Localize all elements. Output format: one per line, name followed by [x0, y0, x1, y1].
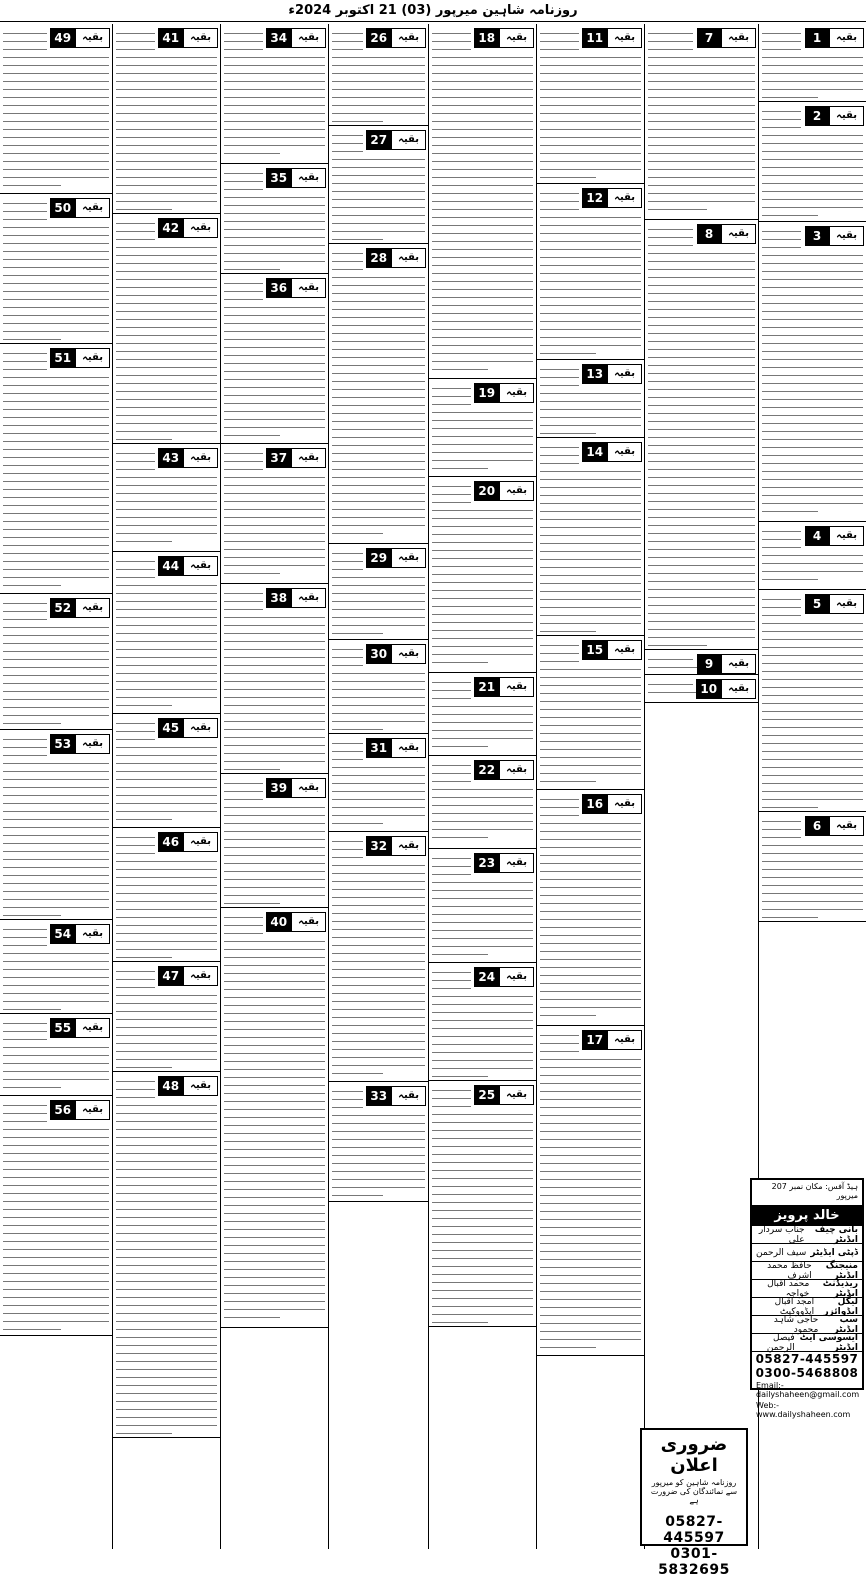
staff-phone-2: 0300-5468808 [755, 1366, 859, 1380]
news-item-text [113, 554, 220, 713]
continuation-label: بقیہ [391, 28, 426, 48]
news-item [221, 444, 328, 584]
chief-editor: خالد پرویز [752, 1206, 862, 1226]
continuation-number: 12 [582, 188, 607, 208]
continuation-label: بقیہ [829, 28, 864, 48]
news-item [329, 734, 428, 832]
continuation-tag [474, 1085, 534, 1105]
continuation-tag [805, 226, 864, 246]
news-item-text [537, 26, 644, 183]
news-column [0, 24, 112, 1549]
continuation-number: 31 [366, 738, 391, 758]
news-item-text [429, 26, 536, 378]
continuation-label: بقیہ [391, 836, 426, 856]
news-item [0, 344, 112, 594]
continuation-label: بقیہ [607, 188, 642, 208]
staff-box [750, 1178, 864, 1419]
continuation-label: بقیہ [829, 106, 864, 126]
news-item [537, 360, 644, 438]
news-item [429, 24, 536, 379]
staff-row [752, 1316, 862, 1334]
continuation-number: 16 [582, 794, 607, 814]
continuation-number: 48 [158, 1076, 183, 1096]
news-item-text [0, 26, 112, 193]
continuation-label: بقیہ [721, 224, 756, 244]
continuation-number: 29 [366, 548, 391, 568]
staff-name: محمد اقبال خواجہ [767, 1278, 810, 1299]
continuation-label: بقیہ [391, 644, 426, 664]
news-item [329, 244, 428, 544]
news-item-text [0, 1098, 112, 1335]
continuation-label: بقیہ [391, 248, 426, 268]
continuation-tag [474, 760, 534, 780]
continuation-label: بقیہ [829, 816, 864, 836]
continuation-number: 20 [474, 481, 499, 501]
continuation-label: بقیہ [607, 364, 642, 384]
staff-role: ریذیڈنٹ ایڈیٹر [822, 1278, 858, 1299]
news-item [0, 594, 112, 730]
continuation-tag [582, 188, 642, 208]
news-item [429, 756, 536, 849]
news-item-text [645, 26, 758, 219]
news-item-text [537, 1028, 644, 1355]
news-item-text [645, 222, 758, 649]
continuation-tag [158, 1076, 218, 1096]
continuation-number: 19 [474, 383, 499, 403]
continuation-number: 54 [50, 924, 75, 944]
continuation-label: بقیہ [721, 28, 756, 48]
notice-phone-2: 0301-5832695 [658, 1546, 730, 1578]
continuation-label: بقیہ [75, 1100, 110, 1120]
continuation-label: بقیہ [75, 598, 110, 618]
continuation-number: 9 [697, 654, 721, 674]
continuation-label: بقیہ [75, 348, 110, 368]
staff-role: ڈپٹی ایڈیٹر [810, 1247, 858, 1258]
continuation-tag [266, 912, 326, 932]
continuation-label: بقیہ [183, 556, 218, 576]
news-item-text [0, 346, 112, 593]
news-item-text [537, 440, 644, 635]
continuation-number: 28 [366, 248, 391, 268]
continuation-number: 37 [266, 448, 291, 468]
continuation-label: بقیہ [391, 130, 426, 150]
notice-body: روزنامہ شاہین کو میرپور سے نمائندگان کی ضرورت ہے [650, 1478, 738, 1505]
news-item-text [429, 1083, 536, 1326]
continuation-tag [474, 28, 534, 48]
news-item [113, 962, 220, 1072]
continuation-number: 11 [582, 28, 607, 48]
news-item [759, 522, 866, 590]
continuation-label: بقیہ [499, 853, 534, 873]
continuation-tag [366, 738, 426, 758]
news-item [429, 379, 536, 477]
continuation-label: بقیہ [75, 198, 110, 218]
staff-name: امجد اقبال ایڈووکیٹ [774, 1296, 815, 1317]
continuation-label: بقیہ [183, 1076, 218, 1096]
staff-role: سب ایڈیٹر [833, 1314, 858, 1335]
news-item-text [0, 196, 112, 343]
continuation-label: بقیہ [291, 588, 326, 608]
continuation-label: بقیہ [499, 677, 534, 697]
staff-row [752, 1244, 862, 1262]
continuation-number: 41 [158, 28, 183, 48]
continuation-label: بقیہ [291, 778, 326, 798]
continuation-number: 1 [805, 28, 829, 48]
continuation-label: بقیہ [499, 383, 534, 403]
continuation-number: 26 [366, 28, 391, 48]
news-item [0, 730, 112, 920]
continuation-number: 17 [582, 1030, 607, 1050]
masthead [0, 0, 866, 22]
continuation-tag [697, 654, 756, 674]
continuation-number: 23 [474, 853, 499, 873]
continuation-number: 18 [474, 28, 499, 48]
continuation-number: 15 [582, 640, 607, 660]
continuation-number: 10 [696, 679, 721, 699]
staff-role: لیگل ایڈوائزر [823, 1296, 858, 1317]
continuation-number: 6 [805, 816, 829, 836]
continuation-tag [158, 832, 218, 852]
staff-phone-1: 05827-445597 [755, 1352, 859, 1366]
continuation-number: 8 [697, 224, 721, 244]
continuation-label: بقیہ [75, 28, 110, 48]
continuation-label: بقیہ [183, 832, 218, 852]
continuation-tag [582, 442, 642, 462]
staff-role: بانی چیف ایڈیٹر [814, 1224, 858, 1245]
continuation-tag [582, 640, 642, 660]
news-item-text [537, 792, 644, 1025]
continuation-label: بقیہ [391, 738, 426, 758]
continuation-tag [474, 853, 534, 873]
news-item [221, 274, 328, 444]
continuation-label: بقیہ [183, 718, 218, 738]
notice-box [640, 1428, 748, 1578]
masthead-text: روزنامہ شاہین میرپور (03) 21 اکتوبر 2024ء [288, 3, 578, 18]
staff-row [752, 1334, 862, 1352]
staff-address: ہیڈ آفس: مکان نمبر 207 میرپور [752, 1180, 862, 1206]
news-item [329, 126, 428, 244]
news-item [113, 1072, 220, 1438]
staff-web: Web:-www.dailyshaheen.com [756, 1401, 851, 1419]
staff-list [752, 1226, 862, 1352]
continuation-label: بقیہ [291, 912, 326, 932]
news-column [328, 24, 428, 1549]
news-column [644, 24, 758, 1549]
continuation-label: بقیہ [75, 924, 110, 944]
news-item [645, 24, 758, 220]
continuation-label: بقیہ [183, 28, 218, 48]
continuation-number: 56 [50, 1100, 75, 1120]
continuation-number: 7 [697, 28, 721, 48]
news-item [759, 812, 866, 922]
continuation-label: بقیہ [607, 640, 642, 660]
news-item [113, 444, 220, 552]
continuation-label: بقیہ [391, 548, 426, 568]
continuation-number: 32 [366, 836, 391, 856]
staff-email: Email:-dailyshaheen@gmail.com [756, 1381, 860, 1399]
continuation-label: بقیہ [607, 442, 642, 462]
continuation-label: بقیہ [499, 481, 534, 501]
news-item-text [221, 910, 328, 1327]
news-item [329, 640, 428, 734]
continuation-number: 49 [50, 28, 75, 48]
news-item [0, 920, 112, 1014]
continuation-label: بقیہ [291, 448, 326, 468]
continuation-label: بقیہ [829, 594, 864, 614]
continuation-tag [582, 28, 642, 48]
news-item [113, 828, 220, 962]
continuation-tag [474, 481, 534, 501]
continuation-label: بقیہ [829, 226, 864, 246]
continuation-tag [266, 778, 326, 798]
news-column [428, 24, 536, 1549]
continuation-tag [697, 224, 756, 244]
news-item [645, 650, 758, 675]
continuation-label: بقیہ [291, 28, 326, 48]
continuation-tag [158, 448, 218, 468]
news-item [221, 774, 328, 908]
continuation-tag [696, 679, 756, 699]
continuation-tag [805, 816, 864, 836]
news-item [759, 222, 866, 522]
news-item [0, 24, 112, 194]
continuation-number: 3 [805, 226, 829, 246]
continuation-tag [366, 644, 426, 664]
continuation-number: 21 [474, 677, 499, 697]
news-item [759, 102, 866, 222]
news-item [329, 544, 428, 640]
continuation-tag [366, 1086, 426, 1106]
continuation-tag [582, 794, 642, 814]
staff-name: سیف الرحمن [756, 1247, 807, 1258]
continuation-number: 40 [266, 912, 291, 932]
news-item [429, 477, 536, 673]
news-item [0, 1096, 112, 1336]
news-item-text [113, 26, 220, 213]
continuation-number: 53 [50, 734, 75, 754]
continuation-tag [582, 1030, 642, 1050]
continuation-number: 34 [266, 28, 291, 48]
news-item-text [429, 479, 536, 672]
continuation-number: 35 [266, 168, 291, 188]
news-item [537, 184, 644, 360]
news-item-text [329, 246, 428, 543]
continuation-tag [266, 448, 326, 468]
staff-name: حافظ محمد اشرف [767, 1260, 812, 1281]
continuation-tag [474, 677, 534, 697]
news-item [221, 584, 328, 774]
continuation-label: بقیہ [607, 28, 642, 48]
news-item [537, 24, 644, 184]
continuation-number: 39 [266, 778, 291, 798]
continuation-tag [158, 966, 218, 986]
continuation-tag [158, 28, 218, 48]
news-item-text [537, 638, 644, 789]
continuation-tag [366, 836, 426, 856]
news-item [329, 24, 428, 126]
continuation-label: بقیہ [607, 794, 642, 814]
continuation-tag [158, 556, 218, 576]
continuation-tag [474, 383, 534, 403]
continuation-tag [50, 924, 110, 944]
news-item [329, 832, 428, 1082]
news-item-text [113, 1074, 220, 1437]
continuation-tag [266, 168, 326, 188]
continuation-tag [805, 106, 864, 126]
continuation-number: 47 [158, 966, 183, 986]
continuation-label: بقیہ [291, 168, 326, 188]
continuation-number: 2 [805, 106, 829, 126]
continuation-label: بقیہ [721, 654, 756, 674]
continuation-label: بقیہ [75, 1018, 110, 1038]
continuation-number: 14 [582, 442, 607, 462]
notice-phone-1: 05827-445597 [663, 1514, 725, 1546]
news-item [0, 194, 112, 344]
news-item [221, 24, 328, 164]
notice-title: ضروری اعلان [660, 1434, 728, 1476]
news-item-text [537, 186, 644, 359]
continuation-number: 43 [158, 448, 183, 468]
news-item [329, 1082, 428, 1202]
continuation-tag [158, 718, 218, 738]
continuation-number: 50 [50, 198, 75, 218]
continuation-tag [366, 548, 426, 568]
staff-name: حاجی شاہد محمود [773, 1314, 819, 1335]
continuation-tag [697, 28, 756, 48]
news-item [113, 24, 220, 214]
news-item [645, 675, 758, 703]
continuation-label: بقیہ [499, 967, 534, 987]
newspaper-page [0, 24, 866, 1549]
continuation-number: 38 [266, 588, 291, 608]
news-item-text [759, 224, 866, 521]
news-item-text [759, 592, 866, 811]
continuation-tag [266, 588, 326, 608]
continuation-tag [366, 130, 426, 150]
news-item [221, 164, 328, 274]
continuation-label: بقیہ [183, 966, 218, 986]
continuation-tag [50, 198, 110, 218]
staff-name: فیصل الرحمن [766, 1332, 795, 1353]
continuation-label: بقیہ [721, 679, 756, 699]
news-column [536, 24, 644, 1549]
continuation-number: 52 [50, 598, 75, 618]
news-item-text [329, 834, 428, 1081]
continuation-tag [50, 598, 110, 618]
news-column [112, 24, 220, 1549]
news-item [0, 1014, 112, 1096]
news-item [113, 714, 220, 828]
continuation-label: بقیہ [291, 278, 326, 298]
news-item [429, 849, 536, 963]
continuation-label: بقیہ [183, 218, 218, 238]
news-item [537, 438, 644, 636]
continuation-tag [582, 364, 642, 384]
news-item [113, 552, 220, 714]
news-item [537, 790, 644, 1026]
continuation-tag [805, 526, 864, 546]
continuation-number: 27 [366, 130, 391, 150]
continuation-number: 22 [474, 760, 499, 780]
continuation-label: بقیہ [183, 448, 218, 468]
continuation-number: 5 [805, 594, 829, 614]
continuation-number: 42 [158, 218, 183, 238]
continuation-tag [50, 1100, 110, 1120]
continuation-number: 44 [158, 556, 183, 576]
continuation-tag [266, 28, 326, 48]
continuation-number: 36 [266, 278, 291, 298]
news-item [759, 24, 866, 102]
staff-row [752, 1226, 862, 1244]
news-item [221, 908, 328, 1328]
continuation-number: 4 [805, 526, 829, 546]
continuation-number: 33 [366, 1086, 391, 1106]
staff-role: منیجنگ ایڈیٹر [825, 1260, 858, 1281]
news-item-text [113, 216, 220, 443]
continuation-label: بقیہ [499, 1085, 534, 1105]
continuation-tag [50, 1018, 110, 1038]
continuation-tag [805, 28, 864, 48]
continuation-tag [474, 967, 534, 987]
continuation-tag [805, 594, 864, 614]
continuation-number: 46 [158, 832, 183, 852]
continuation-tag [158, 218, 218, 238]
news-item-text [221, 586, 328, 773]
continuation-label: بقیہ [75, 734, 110, 754]
continuation-label: بقیہ [607, 1030, 642, 1050]
continuation-number: 25 [474, 1085, 499, 1105]
continuation-label: بقیہ [499, 760, 534, 780]
continuation-label: بقیہ [391, 1086, 426, 1106]
staff-row [752, 1262, 862, 1280]
news-item [429, 963, 536, 1081]
continuation-tag [50, 734, 110, 754]
continuation-number: 30 [366, 644, 391, 664]
continuation-number: 51 [50, 348, 75, 368]
continuation-number: 24 [474, 967, 499, 987]
continuation-number: 45 [158, 718, 183, 738]
news-item-text [0, 732, 112, 919]
continuation-tag [266, 278, 326, 298]
news-item [429, 673, 536, 756]
news-column [220, 24, 328, 1549]
staff-row [752, 1298, 862, 1316]
continuation-label: بقیہ [829, 526, 864, 546]
news-item [759, 590, 866, 812]
continuation-label: بقیہ [499, 28, 534, 48]
news-item-text [221, 276, 328, 443]
news-item [113, 214, 220, 444]
continuation-tag [366, 28, 426, 48]
continuation-number: 55 [50, 1018, 75, 1038]
news-item [537, 636, 644, 790]
staff-row [752, 1280, 862, 1298]
news-item [645, 220, 758, 650]
continuation-tag [50, 28, 110, 48]
staff-role: ایسوسی ایٹ ایڈیٹر [799, 1332, 858, 1353]
staff-name: جناب سردار علی [758, 1224, 805, 1245]
continuation-tag [366, 248, 426, 268]
news-item [537, 1026, 644, 1356]
continuation-number: 13 [582, 364, 607, 384]
continuation-tag [50, 348, 110, 368]
news-item [429, 1081, 536, 1327]
